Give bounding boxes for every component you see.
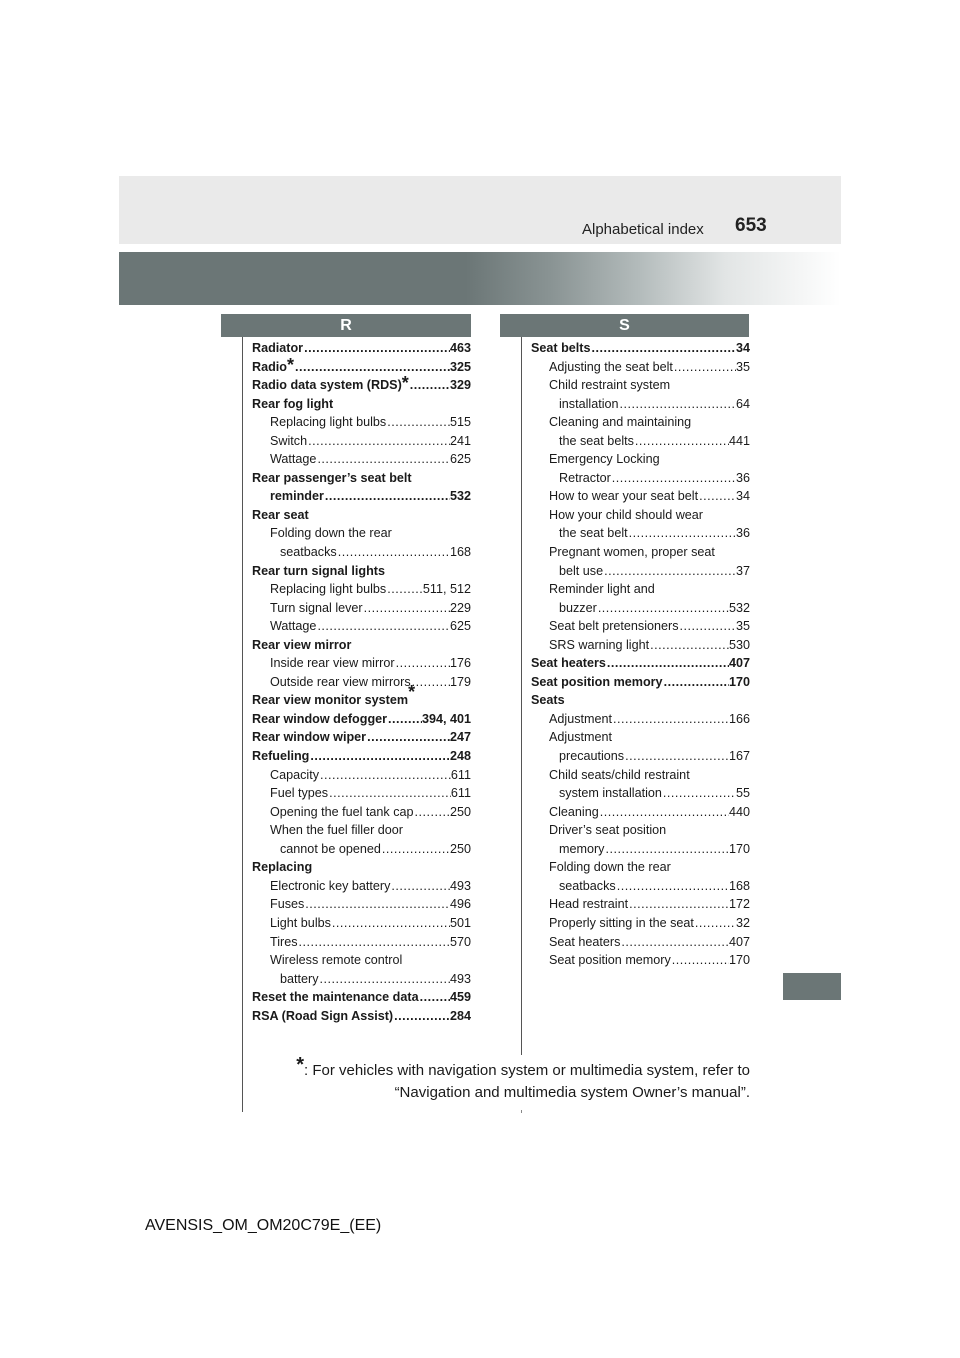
footnote-text-1: : For vehicles with navigation system or multimedia system, refer to <box>304 1062 750 1079</box>
leader-dots <box>619 395 736 414</box>
index-entry <box>531 339 750 358</box>
section-title: Alphabetical index <box>582 221 704 238</box>
index-entry-page: 625 <box>449 619 471 634</box>
index-entry-page: 515 <box>449 415 471 430</box>
index-entry <box>252 654 471 673</box>
leader-dots <box>387 710 422 729</box>
index-entry: Radio * ..... 325 <box>252 358 471 377</box>
index-entry <box>252 562 471 581</box>
column-rule-middle <box>521 337 522 1055</box>
index-entry-label: reminder <box>270 489 324 504</box>
index-entry: Radio data system (RDS) * ..... 329 <box>252 376 471 395</box>
index-entry-label: Fuel types <box>270 786 329 801</box>
index-entry-page: 493 <box>449 878 471 893</box>
index-entry <box>531 914 750 933</box>
index-entry-label: Rear fog light <box>252 396 334 411</box>
index-entry-label: Rear passenger’s seat belt <box>252 470 412 485</box>
index-entry-label: Electronic key battery <box>270 878 391 893</box>
index-entry-label: When the fuel filler door <box>270 823 404 838</box>
leader-dots <box>624 747 729 766</box>
index-entry-page: 168 <box>728 878 750 893</box>
index-entry-label: Light bulbs <box>270 915 331 930</box>
index-entry-page: 496 <box>449 897 471 912</box>
index-entry <box>252 469 471 488</box>
leader-dots <box>307 432 450 451</box>
index-entry <box>531 951 750 970</box>
index-entry-label: Cleaning and maintaining <box>549 415 692 430</box>
footnote-star: * <box>408 682 416 703</box>
index-entry <box>531 728 750 747</box>
leader-dots <box>363 599 450 618</box>
index-entry-label: Retractor <box>559 470 611 485</box>
index-entry <box>252 970 471 989</box>
index-entry <box>531 469 750 488</box>
index-entry <box>252 339 471 358</box>
index-entry <box>531 821 750 840</box>
index-entry <box>252 487 471 506</box>
index-entry-page: 493 <box>449 971 471 986</box>
index-entry-page: 459 <box>449 990 471 1005</box>
leader-dots <box>414 803 450 822</box>
index-entry <box>252 710 471 729</box>
index-entry <box>252 617 471 636</box>
index-entry-label: Pregnant women, proper seat <box>549 545 715 560</box>
index-entry <box>531 803 750 822</box>
index-entry-label: Tires <box>270 934 298 949</box>
index-entry-page: 394, 401 <box>421 711 471 726</box>
index-entry <box>252 506 471 525</box>
letter-header-s: S <box>500 314 749 337</box>
gradient-banner <box>119 252 841 305</box>
index-entry <box>531 506 750 525</box>
index-entry-label: Emergency Locking <box>549 452 660 467</box>
leader-dots <box>662 784 736 803</box>
leader-dots <box>319 766 451 785</box>
index-entry <box>531 543 750 562</box>
index-entry-page: 611 <box>450 767 471 782</box>
index-entry-label: Adjusting the seat belt <box>549 359 673 374</box>
leader-dots <box>298 933 450 952</box>
index-entry-page: 440 <box>728 804 750 819</box>
index-entry-page: 55 <box>735 786 750 801</box>
index-entry-label: Wattage <box>270 452 317 467</box>
index-entry-label: Radio <box>252 359 287 374</box>
index-entry-label: Reminder light and <box>549 582 655 597</box>
index-entry-page: 179 <box>449 674 471 689</box>
index-entry <box>252 895 471 914</box>
footnote-line-2: “Navigation and multimedia system Owner’s manual”. <box>394 1084 750 1101</box>
index-entry <box>252 673 471 692</box>
leader-dots <box>599 803 729 822</box>
index-entry <box>531 933 750 952</box>
leader-dots <box>603 562 736 581</box>
leader-dots <box>409 376 450 395</box>
index-entry <box>252 821 471 840</box>
index-entry-label: seatbacks <box>280 545 337 560</box>
index-entry-label: installation <box>559 396 619 411</box>
leader-dots <box>366 728 450 747</box>
index-entry-page: 325 <box>449 359 471 374</box>
index-entry-label: Capacity <box>270 767 319 782</box>
chapter-tab <box>783 973 841 1000</box>
index-entry-page: 530 <box>728 637 750 652</box>
index-entry-page: 35 <box>735 359 750 374</box>
leader-dots <box>612 710 729 729</box>
leader-dots <box>303 339 450 358</box>
index-entry <box>252 914 471 933</box>
index-entry-label: Replacing light bulbs <box>270 582 387 597</box>
index-entry-page: 170 <box>728 674 750 689</box>
index-entry-label: Child seats/child restraint <box>549 767 690 782</box>
index-entry <box>252 784 471 803</box>
index-entry <box>252 543 471 562</box>
index-entry-label: Fuses <box>270 897 305 912</box>
leader-dots <box>393 1007 450 1026</box>
leader-dots <box>309 747 450 766</box>
index-entry <box>252 747 471 766</box>
index-entry-page: 36 <box>735 470 750 485</box>
leader-dots <box>328 784 451 803</box>
index-entry-label: Turn signal lever <box>270 600 363 615</box>
index-entry-page: 37 <box>735 563 750 578</box>
leader-dots <box>628 895 729 914</box>
index-entry-label: Rear window defogger <box>252 711 388 726</box>
index-entry-page: 250 <box>449 804 471 819</box>
leader-dots <box>337 543 450 562</box>
leader-dots <box>679 617 736 636</box>
leader-dots <box>649 636 729 655</box>
index-entry <box>252 395 471 414</box>
index-entry <box>531 877 750 896</box>
index-entry-page: 250 <box>449 841 471 856</box>
index-entry-label: Adjustment <box>549 711 612 726</box>
index-entry-page: 284 <box>449 1008 471 1023</box>
leader-dots <box>616 877 729 896</box>
leader-dots <box>591 339 736 358</box>
index-entry-label: Replacing light bulbs <box>270 415 387 430</box>
leader-dots <box>395 654 450 673</box>
index-entry-label: Driver’s seat position <box>549 823 667 838</box>
index-entry-page: 170 <box>728 841 750 856</box>
index-entry-label: buzzer <box>559 600 597 615</box>
index-entry-page: 407 <box>728 934 750 949</box>
index-entry <box>531 432 750 451</box>
index-entry-label: RSA (Road Sign Assist) <box>252 1008 394 1023</box>
index-entry <box>531 487 750 506</box>
index-entry <box>252 432 471 451</box>
index-entry-page: 34 <box>735 489 750 504</box>
leader-dots <box>390 877 450 896</box>
index-entry <box>531 580 750 599</box>
leader-dots <box>331 914 450 933</box>
leader-dots <box>316 450 450 469</box>
index-entry-page: 329 <box>449 378 471 393</box>
index-entry-label: Folding down the rear <box>270 526 392 541</box>
page-number: 653 <box>735 215 767 236</box>
index-entry <box>531 358 750 377</box>
index-entry-label: Adjustment <box>549 730 612 745</box>
index-entry-page: 35 <box>735 619 750 634</box>
index-column-s <box>531 339 750 970</box>
leader-dots <box>628 524 736 543</box>
index-entry-label: Cleaning <box>549 804 599 819</box>
index-entry-label: Reset the maintenance data <box>252 990 419 1005</box>
leader-dots <box>386 580 423 599</box>
index-entry <box>531 562 750 581</box>
index-entry-label: Rear window wiper <box>252 730 367 745</box>
index-entry-label: seatbacks <box>559 878 616 893</box>
index-entry-label: Seats <box>531 693 565 708</box>
index-entry <box>252 728 471 747</box>
index-entry-label: Outside rear view mirrors <box>270 674 411 689</box>
index-entry-label: Rear turn signal lights <box>252 563 385 578</box>
leader-dots <box>611 469 736 488</box>
leader-dots <box>419 988 450 1007</box>
index-entry-label: Radio data system (RDS) <box>252 378 402 393</box>
index-entry <box>531 766 750 785</box>
letter-header-r: R <box>221 314 471 337</box>
leader-dots <box>324 487 450 506</box>
index-entry-page: 511, 512 <box>422 582 471 597</box>
index-entry <box>531 524 750 543</box>
index-entry <box>252 766 471 785</box>
index-entry <box>531 413 750 432</box>
index-entry-page: 166 <box>728 711 750 726</box>
index-entry-page: 172 <box>728 897 750 912</box>
index-entry-page: 501 <box>449 915 471 930</box>
index-entry-page: 532 <box>449 489 471 504</box>
index-entry-label: belt use <box>559 563 604 578</box>
index-entry-label: Folding down the rear <box>549 860 671 875</box>
index-entry-label: Switch <box>270 433 308 448</box>
index-entry <box>252 933 471 952</box>
index-entry <box>531 395 750 414</box>
index-entry-page: 170 <box>728 953 750 968</box>
leader-dots <box>386 413 450 432</box>
index-entry <box>531 691 750 710</box>
document-code: AVENSIS_OM_OM20C79E_(EE) <box>145 1217 382 1234</box>
leader-dots <box>381 840 450 859</box>
index-entry-label: cannot be opened <box>280 841 381 856</box>
index-entry-label: Seat heaters <box>549 934 621 949</box>
leader-dots <box>634 432 729 451</box>
index-entry <box>531 376 750 395</box>
index-entry <box>531 747 750 766</box>
index-entry-label: Wattage <box>270 619 317 634</box>
index-entry <box>252 877 471 896</box>
index-entry <box>531 599 750 618</box>
index-entry <box>252 858 471 877</box>
leader-dots <box>604 840 729 859</box>
leader-dots <box>663 673 729 692</box>
index-entry-label: How your child should wear <box>549 507 703 522</box>
index-entry-label: Properly sitting in the seat <box>549 915 694 930</box>
index-entry <box>252 580 471 599</box>
index-entry-page: 247 <box>449 730 471 745</box>
index-entry-label: Inside rear view mirror <box>270 656 395 671</box>
index-entry-label: Seat belts <box>531 341 591 355</box>
index-entry <box>252 1007 471 1026</box>
index-entry <box>531 654 750 673</box>
index-entry-page: 34 <box>735 341 750 355</box>
leader-dots <box>294 358 450 377</box>
index-entry-label: How to wear your seat belt <box>549 489 699 504</box>
leader-dots <box>673 358 736 377</box>
index-entry <box>531 450 750 469</box>
index-entry <box>252 450 471 469</box>
index-entry <box>252 988 471 1007</box>
index-entry-page: 625 <box>449 452 471 467</box>
index-entry-page: 176 <box>449 656 471 671</box>
index-entry-label: Child restraint system <box>549 378 671 393</box>
index-entry <box>252 599 471 618</box>
index-entry <box>252 803 471 822</box>
leader-dots <box>316 617 450 636</box>
index-entry-page: 229 <box>449 600 471 615</box>
index-entry <box>252 524 471 543</box>
index-entry <box>252 413 471 432</box>
index-entry-page: 36 <box>735 526 750 541</box>
leader-dots <box>319 970 450 989</box>
index-column-r <box>252 339 471 1025</box>
index-entry-page: 241 <box>449 433 471 448</box>
index-entry-page: 32 <box>735 915 750 930</box>
index-entry <box>252 840 471 859</box>
index-entry-label: Refueling <box>252 749 310 764</box>
index-entry-label: the seat belt <box>559 526 628 541</box>
index-entry-page: 532 <box>728 600 750 615</box>
footnote-mark: * <box>296 1054 304 1076</box>
column-rule-tick <box>521 1110 522 1113</box>
index-entry <box>531 784 750 803</box>
index-entry-label: SRS warning light <box>549 637 650 652</box>
index-entry-label: Seat position memory <box>549 953 671 968</box>
header-band <box>119 176 841 244</box>
index-entry <box>252 682 471 710</box>
index-entry <box>531 673 750 692</box>
index-entry-label: Head restraint <box>549 897 629 912</box>
leader-dots <box>597 599 729 618</box>
index-entry-page: 611 <box>450 786 471 801</box>
index-entry-page: 168 <box>449 545 471 560</box>
index-entry-label: Radiator <box>252 341 304 355</box>
footnote-line-1 <box>280 1054 750 1082</box>
index-entry <box>531 858 750 877</box>
index-entry-label: system installation <box>559 786 662 801</box>
leader-dots <box>671 951 729 970</box>
index-entry <box>531 895 750 914</box>
index-entry-label: Rear seat <box>252 507 309 522</box>
index-entry <box>252 636 471 655</box>
index-entry-label: Replacing <box>252 860 313 875</box>
index-entry-label: Seat position memory <box>531 674 663 689</box>
leader-dots <box>620 933 729 952</box>
leader-dots <box>304 895 450 914</box>
index-entry-label: memory <box>559 841 605 856</box>
index-entry-label: battery <box>280 971 319 986</box>
index-entry-page: 463 <box>449 341 471 355</box>
index-entry-label: Rear view mirror <box>252 637 352 652</box>
leader-dots <box>698 487 736 506</box>
index-entry-label: the seat belts <box>559 433 634 448</box>
leader-dots <box>606 654 729 673</box>
index-entry-page: 248 <box>449 749 471 764</box>
index-entry-label: Wireless remote control <box>270 953 403 968</box>
index-entry-page: 407 <box>728 656 750 671</box>
index-entry-page: 570 <box>449 934 471 949</box>
index-entry <box>531 636 750 655</box>
column-rule-left <box>242 337 243 1112</box>
index-entry-page: 64 <box>735 396 750 411</box>
index-entry-page: 167 <box>728 749 750 764</box>
index-entry <box>531 840 750 859</box>
leader-dots <box>694 914 736 933</box>
index-entry-label: precautions <box>559 749 625 764</box>
index-entry-page: 441 <box>728 433 750 448</box>
index-entry-label: Seat belt pretensioners <box>549 619 679 634</box>
index-entry-label: Opening the fuel tank cap <box>270 804 414 819</box>
index-entry <box>531 617 750 636</box>
leader-dots <box>411 673 450 692</box>
index-entry-label: Seat heaters <box>531 656 606 671</box>
index-entry <box>531 710 750 729</box>
index-entry-label: Rear view monitor system <box>252 693 409 708</box>
footnote <box>280 1054 750 1104</box>
index-entry <box>252 951 471 970</box>
